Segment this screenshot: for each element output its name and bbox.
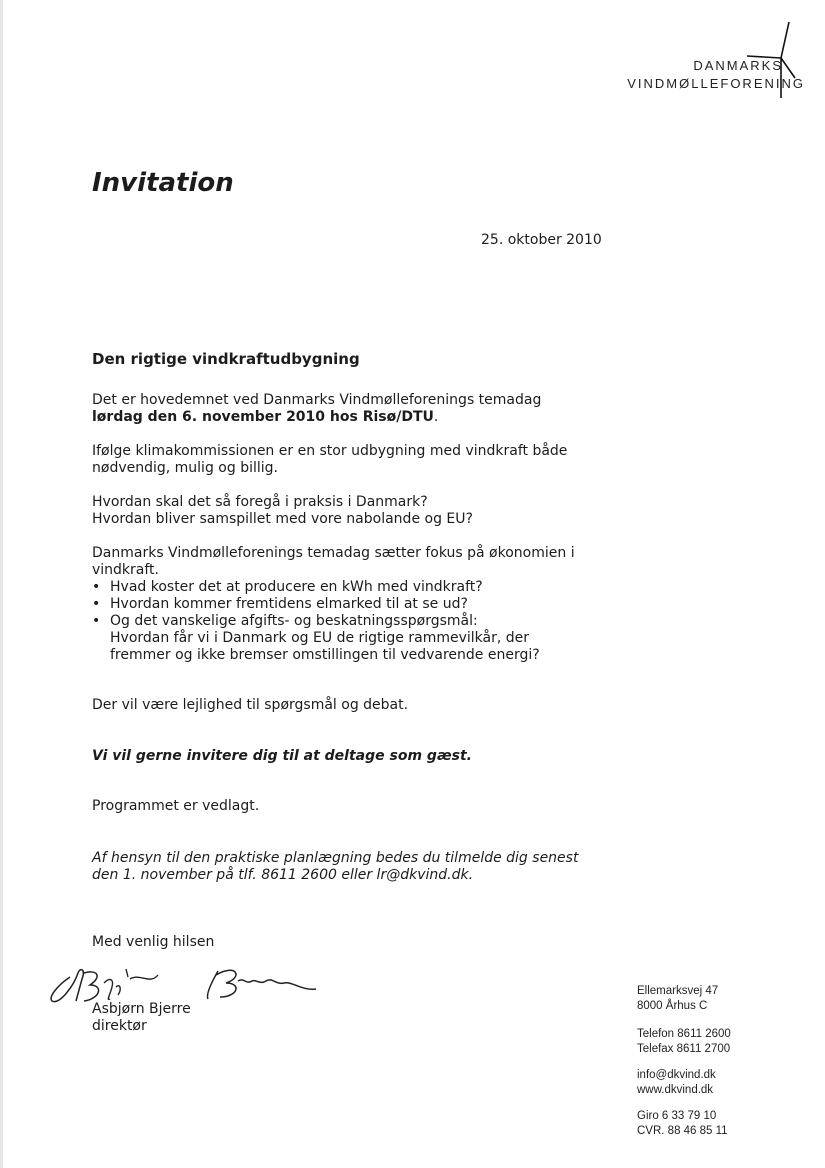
paragraph-line: vindkraft. bbox=[92, 562, 159, 578]
website: www.dkvind.dk bbox=[637, 1084, 714, 1096]
logo-line-2: VINDMØLLEFORENING bbox=[627, 76, 805, 91]
paragraph-debate: Der vil være lejlighed til spørgsmål og debat. bbox=[92, 697, 409, 713]
paragraph-program: Programmet er vedlagt. bbox=[92, 798, 260, 814]
paragraph-line: Hvordan bliver samspillet med vore nabolande og EU? bbox=[92, 511, 473, 527]
paragraph-line: den 1. november på tlf. 8611 2600 eller lr@dkvind.dk. bbox=[92, 867, 474, 883]
paragraph-line: Ifølge klimakommissionen er en stor udbygning med vindkraft både bbox=[92, 443, 568, 459]
cvr: CVR. 88 46 85 11 bbox=[637, 1125, 728, 1137]
list-item: • Hvordan kommer fremtidens elmarked til at se ud? bbox=[92, 596, 632, 613]
list-item-line: Hvordan får vi i Danmark og EU de rigtige rammevilkår, der bbox=[110, 630, 530, 646]
event-date-bold: lørdag den 6. november 2010 hos Risø/DTU bbox=[92, 409, 434, 425]
paragraph-line: Danmarks Vindmølleforenings temadag sætter fokus på økonomien i bbox=[92, 545, 575, 561]
letter-heading: Den rigtige vindkraftudbygning bbox=[92, 350, 360, 368]
paragraph-line: Hvordan skal det så foregå i praksis i Danmark? bbox=[92, 494, 428, 510]
list-item-line: • Og det vanskelige afgifts- og beskatningsspørgsmål: bbox=[110, 613, 478, 629]
telefax: Telefax 8611 2700 bbox=[637, 1043, 731, 1055]
paragraph-economy bbox=[92, 545, 632, 664]
closing: Med venlig hilsen bbox=[92, 934, 215, 950]
paragraph-invite: Vi vil gerne invitere dig til at deltage som gæst. bbox=[92, 748, 472, 764]
paragraph-questions bbox=[92, 494, 632, 528]
list-item bbox=[92, 613, 632, 664]
signer-name: Asbjørn Bjerre bbox=[92, 1001, 191, 1017]
address-city: 8000 Århus C bbox=[637, 1000, 708, 1012]
logo bbox=[605, 20, 805, 100]
page-title: Invitation bbox=[92, 168, 234, 198]
telefon: Telefon 8611 2600 bbox=[637, 1028, 731, 1040]
paragraph-line: Det er hovedemnet ved Danmarks Vindmølleforenings temadag bbox=[92, 392, 542, 408]
list-item-line: fremmer og ikke bremser omstillingen til vedvarende energi? bbox=[110, 647, 540, 663]
paragraph-end: . bbox=[433, 409, 439, 425]
signer-block bbox=[92, 1001, 191, 1035]
giro: Giro 6 33 79 10 bbox=[637, 1110, 717, 1122]
letter-date: 25. oktober 2010 bbox=[481, 232, 602, 248]
paragraph-registration bbox=[92, 850, 632, 884]
scan-edge bbox=[0, 0, 3, 1168]
address bbox=[637, 984, 718, 1014]
paragraph-line: Af hensyn til den praktiske planlægning bedes du tilmelde dig senest bbox=[92, 850, 579, 866]
contact-block bbox=[637, 1068, 716, 1098]
paragraph-climate bbox=[92, 443, 632, 477]
address-street: Ellemarksvej 47 bbox=[637, 985, 719, 997]
bank-block bbox=[637, 1109, 728, 1139]
email: info@dkvind.dk bbox=[637, 1069, 716, 1081]
bullet-list bbox=[92, 579, 632, 664]
phone-block bbox=[637, 1027, 731, 1057]
paragraph-line: nødvendig, mulig og billig. bbox=[92, 460, 278, 476]
paragraph-intro bbox=[92, 392, 632, 426]
signer-role: direktør bbox=[92, 1018, 147, 1034]
logo-line-1: DANMARKS bbox=[693, 58, 783, 73]
list-item: • Hvad koster det at producere en kWh med vindkraft? bbox=[92, 579, 632, 596]
